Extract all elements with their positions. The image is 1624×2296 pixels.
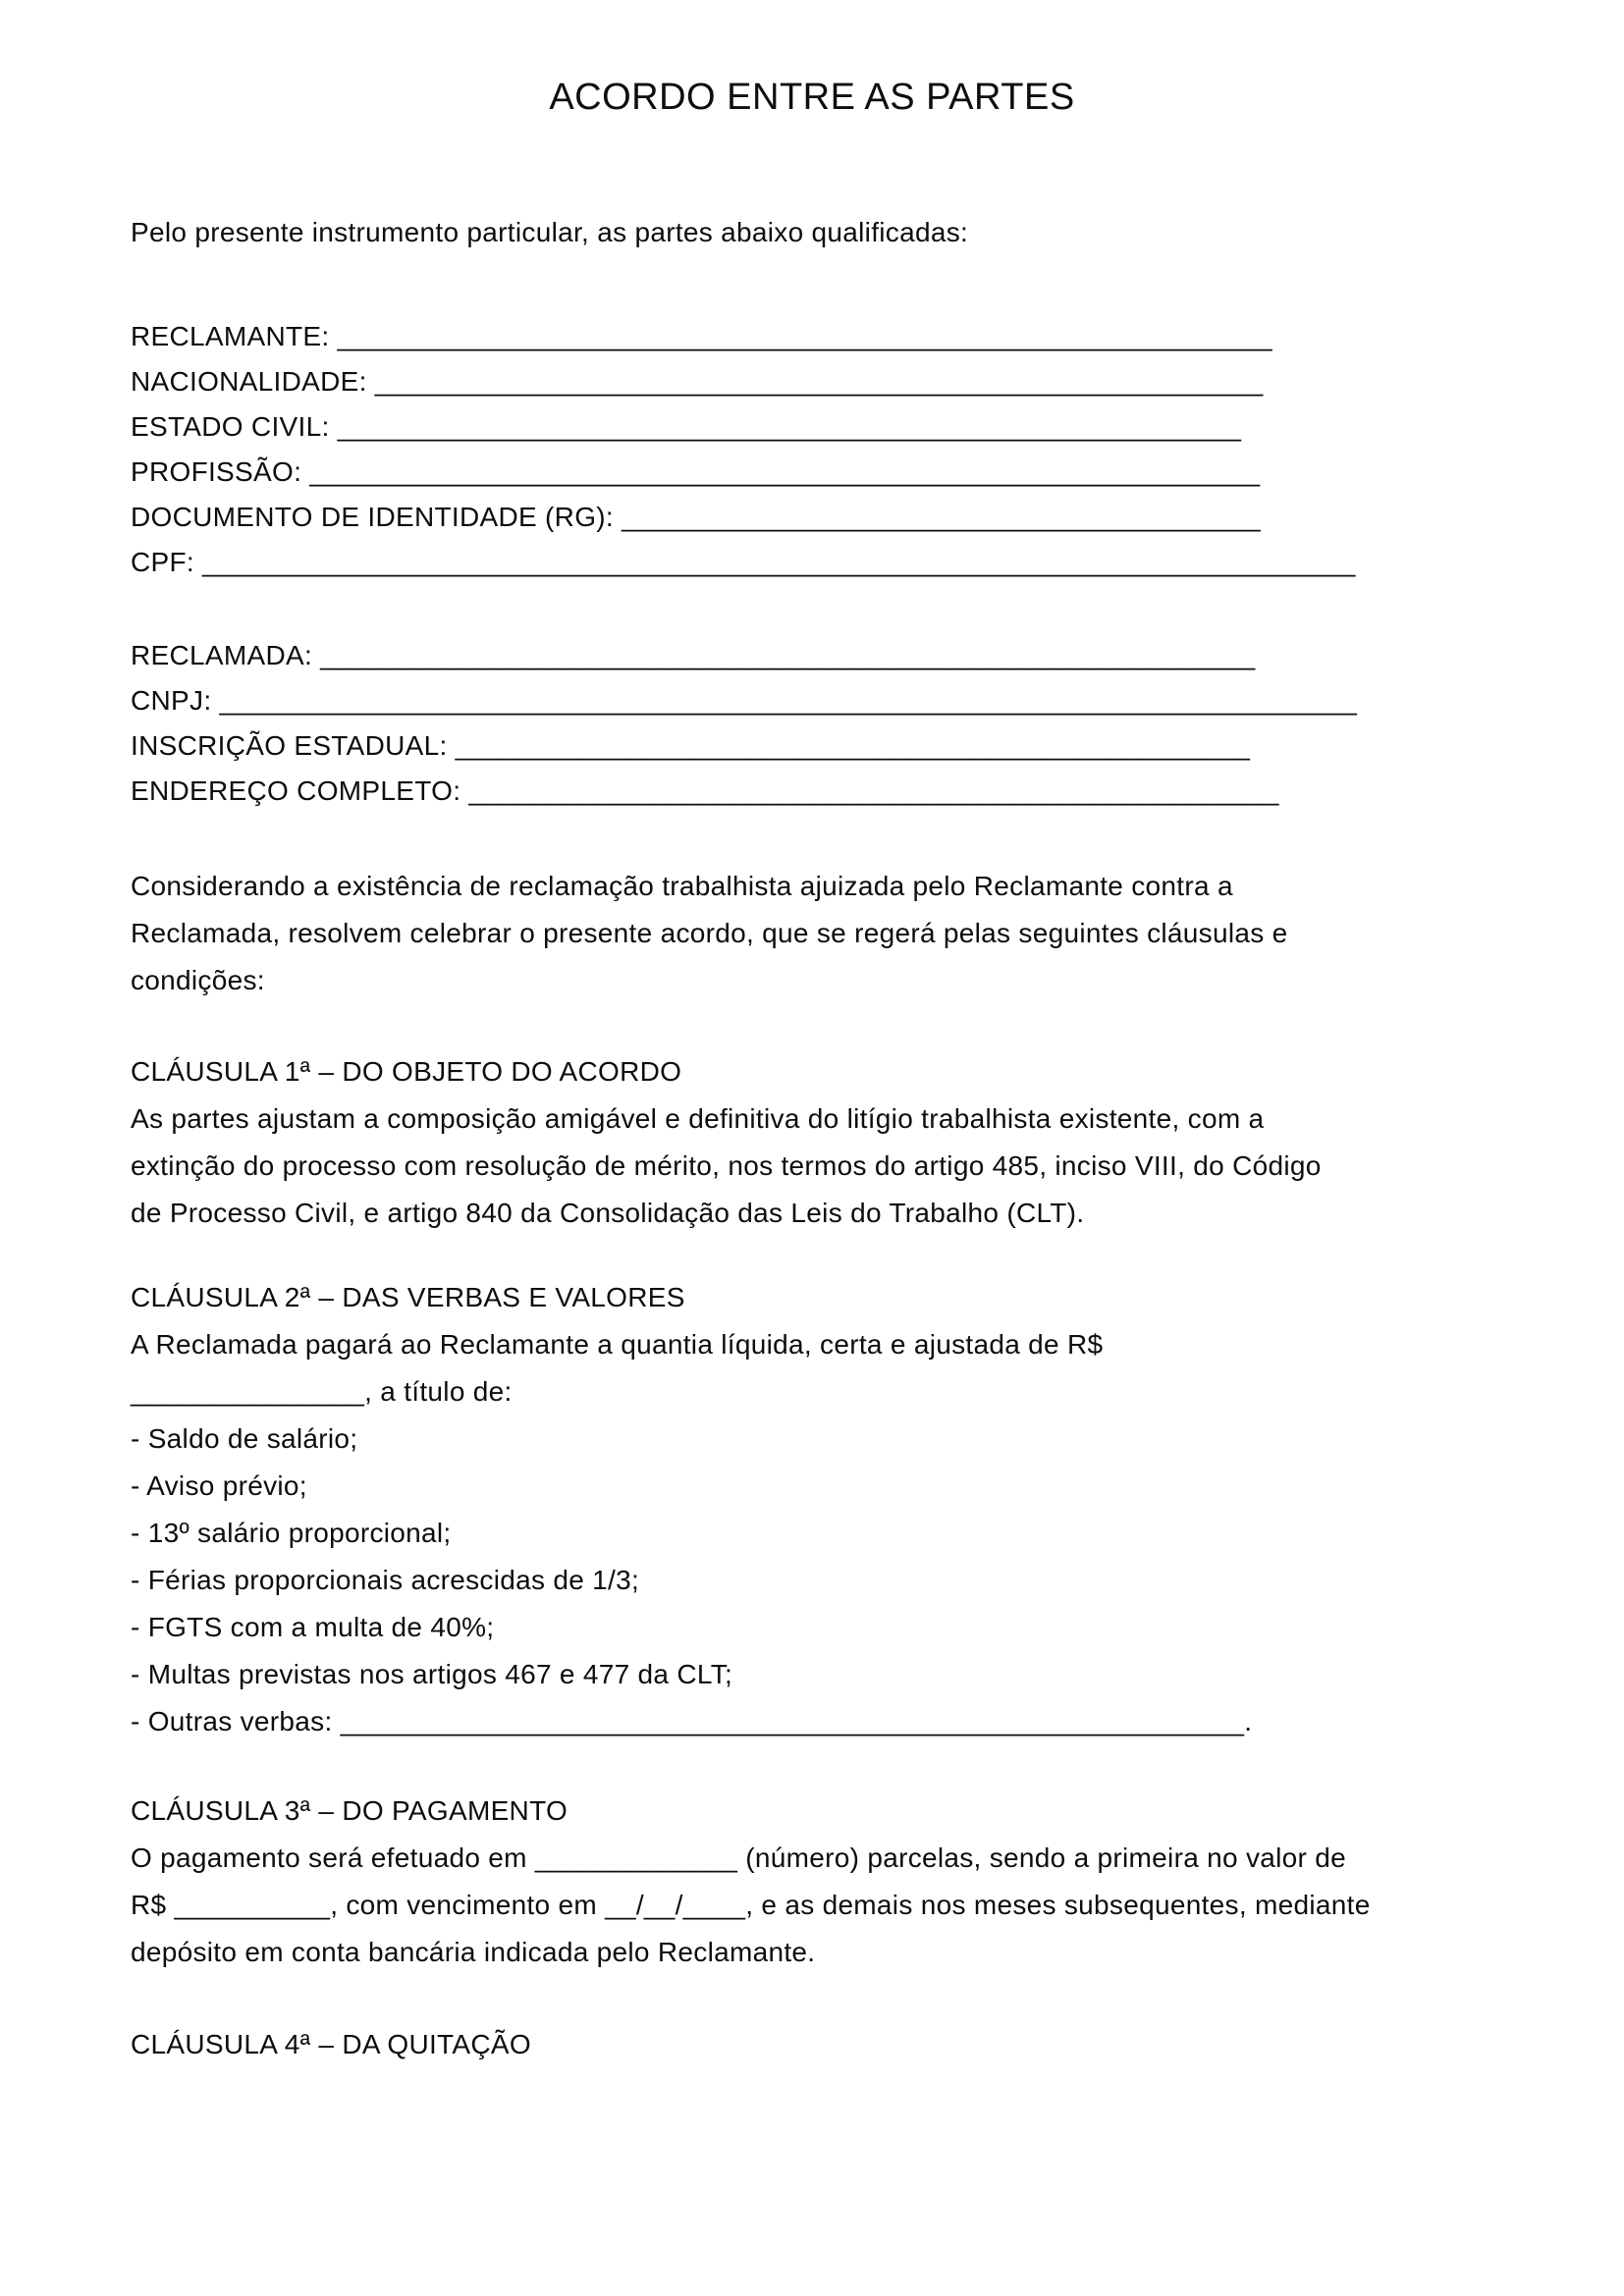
clause-2-item: - Férias proporcionais acrescidas de 1/3; (131, 1565, 640, 1595)
clause-2-heading: CLÁUSULA 2ª – DAS VERBAS E VALORES (131, 1282, 685, 1312)
field-line-outras-verbas[interactable]: - Outras verbas: __________________________________________________________. (131, 1706, 1253, 1736)
field-line-vencimento[interactable]: R$ __________, com vencimento em __/__/____, e as demais nos meses subsequentes, mediante (131, 1890, 1371, 1920)
clause-2-item: - FGTS com a multa de 40%; (131, 1612, 495, 1642)
claimant-fields-block (131, 314, 1624, 585)
respondent-fields-block (131, 633, 1624, 814)
clause-1-line: extinção do processo com resolução de mérito, nos termos do artigo 485, inciso VIII, do Código (131, 1150, 1322, 1181)
recitals-paragraph (131, 863, 1624, 1004)
clause-3-section (131, 1788, 1624, 1976)
field-line-estado-civil[interactable]: ESTADO CIVIL: __________________________________________________________ (131, 411, 1242, 442)
clause-2-section (131, 1274, 1624, 1745)
field-line-nacionalidade[interactable]: NACIONALIDADE: _________________________________________________________ (131, 366, 1264, 397)
field-line-inscricao-estadual[interactable]: INSCRIÇÃO ESTADUAL: ___________________________________________________ (131, 730, 1251, 761)
field-line-cnpj[interactable]: CNPJ: _________________________________________________________________________ (131, 685, 1358, 716)
clause-3-heading: CLÁUSULA 3ª – DO PAGAMENTO (131, 1795, 568, 1826)
field-line-valor-acordo[interactable]: _______________, a título de: (131, 1376, 513, 1407)
field-line-parcelas[interactable]: O pagamento será efetuado em _____________ (número) parcelas, sendo a primeira no valor de (131, 1842, 1346, 1873)
clause-1-section (131, 1048, 1624, 1237)
field-line-cpf[interactable]: CPF: __________________________________________________________________________ (131, 547, 1356, 577)
clause-1-heading: CLÁUSULA 1ª – DO OBJETO DO ACORDO (131, 1056, 682, 1087)
clause-2-item: - Multas previstas nos artigos 467 e 477 da CLT; (131, 1659, 733, 1689)
field-line-endereco-completo[interactable]: ENDEREÇO COMPLETO: ____________________________________________________ (131, 775, 1279, 806)
field-line-profissao[interactable]: PROFISSÃO: _____________________________________________________________ (131, 456, 1261, 487)
document-title: ACORDO ENTRE AS PARTES (549, 77, 1075, 118)
field-line-reclamante[interactable]: RECLAMANTE: ____________________________________________________________ (131, 321, 1272, 351)
clause-4-heading: CLÁUSULA 4ª – DA QUITAÇÃO (131, 2029, 531, 2059)
clause-3-line: depósito em conta bancária indicada pelo Reclamante. (131, 1937, 816, 1967)
clause-1-line: de Processo Civil, e artigo 840 da Consolidação das Leis do Trabalho (CLT). (131, 1198, 1085, 1228)
field-line-reclamada[interactable]: RECLAMADA: ____________________________________________________________ (131, 640, 1256, 670)
clause-2-item: - 13º salário proporcional; (131, 1518, 452, 1548)
recitals-line: condições: (131, 965, 265, 995)
clause-1-line: As partes ajustam a composição amigável e definitiva do litígio trabalhista existente, com a (131, 1103, 1265, 1134)
recitals-line: Reclamada, resolvem celebrar o presente acordo, que se regerá pelas seguintes cláusulas e (131, 918, 1288, 948)
clause-2-item: - Saldo de salário; (131, 1423, 358, 1454)
field-line-rg[interactable]: DOCUMENTO DE IDENTIDADE (RG): _________________________________________ (131, 502, 1261, 532)
clause-4-section (131, 2021, 1624, 2068)
intro-paragraph: Pelo presente instrumento particular, as partes abaixo qualificadas: (131, 217, 969, 247)
clause-2-item: - Aviso prévio; (131, 1470, 307, 1501)
recitals-line: Considerando a existência de reclamação trabalhista ajuizada pelo Reclamante contra a (131, 871, 1233, 901)
clause-2-line: A Reclamada pagará ao Reclamante a quantia líquida, certa e ajustada de R$ (131, 1329, 1104, 1360)
